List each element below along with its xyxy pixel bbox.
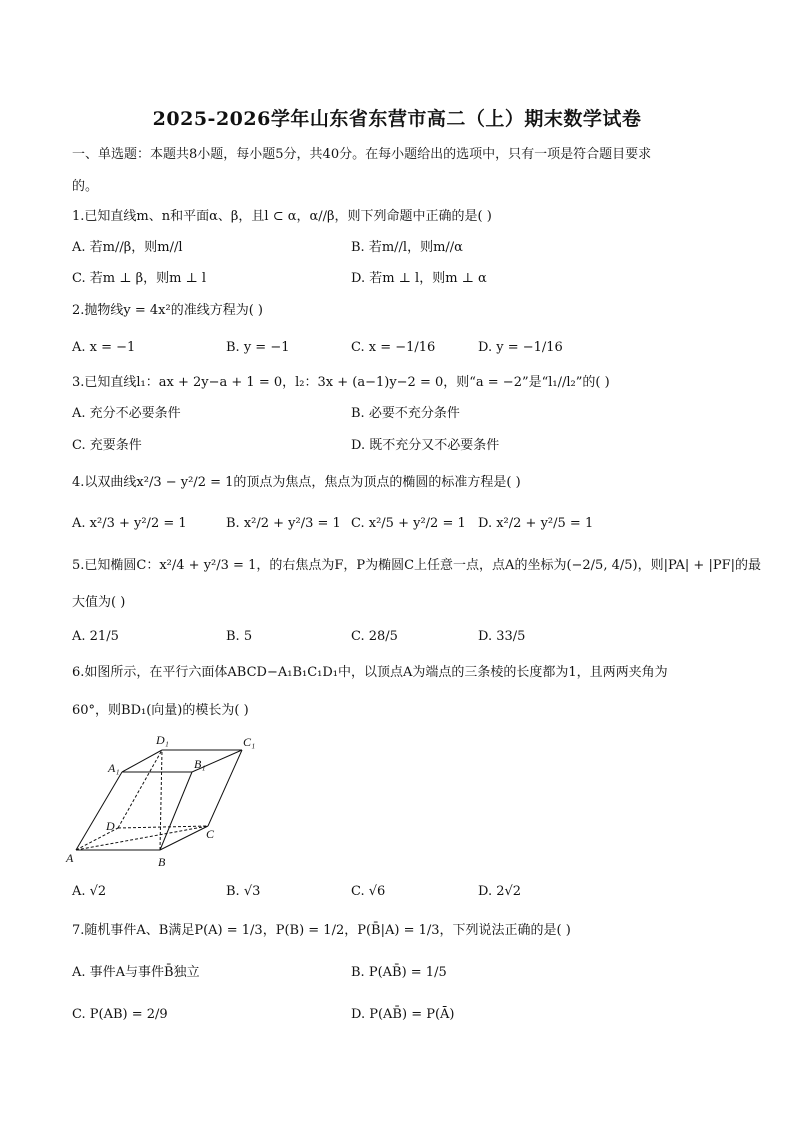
question-2-option-d: D. y = −1/16 xyxy=(478,340,563,355)
edge-b-c xyxy=(160,826,208,850)
question-5-option-d: D. 33/5 xyxy=(478,629,526,644)
label-a1: A₁ xyxy=(108,761,120,775)
question-5-stem-line1: 5.已知椭圆C：x²/4 + y²/3 = 1，的右焦点为F，P为椭圆C上任意一点，点A的坐标为(−2/5, 4/5)，则|PA| + |PF|的最 xyxy=(72,558,761,573)
question-4-option-a: A. x²/3 + y²/2 = 1 xyxy=(72,516,187,531)
question-3-stem: 3.已知直线l₁：ax + 2y−a + 1 = 0，l₂：3x + (a−1)y−2 = 0，则“a = −2”是“l₁//l₂”的( ) xyxy=(72,375,610,390)
label-c1: C₁ xyxy=(243,735,256,749)
question-1-option-b: B. 若m//l，则m//α xyxy=(351,240,463,255)
question-7-option-c: C. P(AB) = 2/9 xyxy=(72,1007,168,1022)
question-6-stem-line1: 6.如图所示，在平行六面体ABCD−A₁B₁C₁D₁中，以顶点A为端点的三条棱的长度都为1，且两两夹角为 xyxy=(72,665,668,680)
parallelepiped-figure xyxy=(60,728,256,874)
question-2-option-b: B. y = −1 xyxy=(226,340,290,355)
section-heading-line2: 的。 xyxy=(72,179,99,194)
label-d1: D₁ xyxy=(156,733,169,747)
question-3-option-b: B. 必要不充分条件 xyxy=(351,406,460,421)
question-6-option-a: A. √2 xyxy=(72,884,107,899)
question-6-stem-line2: 60°，则BD₁(向量)的模长为( ) xyxy=(72,703,249,718)
question-2-option-a: A. x = −1 xyxy=(72,340,136,355)
label-b1: B₁ xyxy=(194,757,206,771)
question-4-stem: 4.以双曲线x²/3 − y²/2 = 1的顶点为焦点，焦点为顶点的椭圆的标准方程是( ) xyxy=(72,475,521,490)
question-4-option-b: B. x²/2 + y²/3 = 1 xyxy=(226,516,341,531)
question-3-option-d: D. 既不充分又不必要条件 xyxy=(351,438,500,453)
edge-d-c xyxy=(118,826,208,828)
question-1-option-d: D. 若m ⊥ l，则m ⊥ α xyxy=(351,271,487,286)
question-2-option-c: C. x = −1/16 xyxy=(351,340,436,355)
question-4-option-c: C. x²/5 + y²/2 = 1 xyxy=(351,516,466,531)
diagonal-a-c xyxy=(76,826,208,850)
question-2-stem: 2.抛物线y = 4x²的准线方程为( ) xyxy=(72,303,263,318)
edge-b-b1 xyxy=(160,772,192,850)
question-7-option-b: B. P(AB̄) = 1/5 xyxy=(351,965,447,980)
page-title: 2025-2026学年山东省东营市高二（上）期末数学试卷 xyxy=(152,108,642,130)
label-a: A xyxy=(66,851,74,865)
question-7-option-a: A. 事件A与事件B̄独立 xyxy=(72,965,200,980)
question-6-option-c: C. √6 xyxy=(351,884,386,899)
question-5-option-c: C. 28/5 xyxy=(351,629,398,644)
question-5-option-a: A. 21/5 xyxy=(72,629,119,644)
question-7-option-d: D. P(AB̄) = P(Ā) xyxy=(351,1007,455,1022)
question-1-option-a: A. 若m//β，则m//l xyxy=(72,240,183,255)
question-5-option-b: B. 5 xyxy=(226,629,253,644)
label-d: D xyxy=(106,819,115,833)
edge-c-c1 xyxy=(208,750,242,826)
question-6-option-b: B. √3 xyxy=(226,884,261,899)
label-c: C xyxy=(206,827,215,841)
question-3-option-a: A. 充分不必要条件 xyxy=(72,406,181,421)
question-6-option-d: D. 2√2 xyxy=(478,884,522,899)
section-heading-line1: 一、单选题：本题共8小题，每小题5分，共40分。在每小题给出的选项中，只有一项是符合题目要求 xyxy=(72,147,652,162)
label-b: B xyxy=(158,855,166,869)
question-1-stem: 1.已知直线m、n和平面α、β，且l ⊂ α，α//β，则下列命题中正确的是( ) xyxy=(72,209,492,224)
question-3-option-c: C. 充要条件 xyxy=(72,438,142,453)
question-7-stem: 7.随机事件A、B满足P(A) = 1/3，P(B) = 1/2，P(B̄|A) = 1/3，下列说法正确的是( ) xyxy=(72,923,571,938)
question-1-option-c: C. 若m ⊥ β，则m ⊥ l xyxy=(72,271,207,286)
question-5-stem-line2: 大值为( ) xyxy=(72,595,126,610)
question-4-option-d: D. x²/2 + y²/5 = 1 xyxy=(478,516,594,531)
